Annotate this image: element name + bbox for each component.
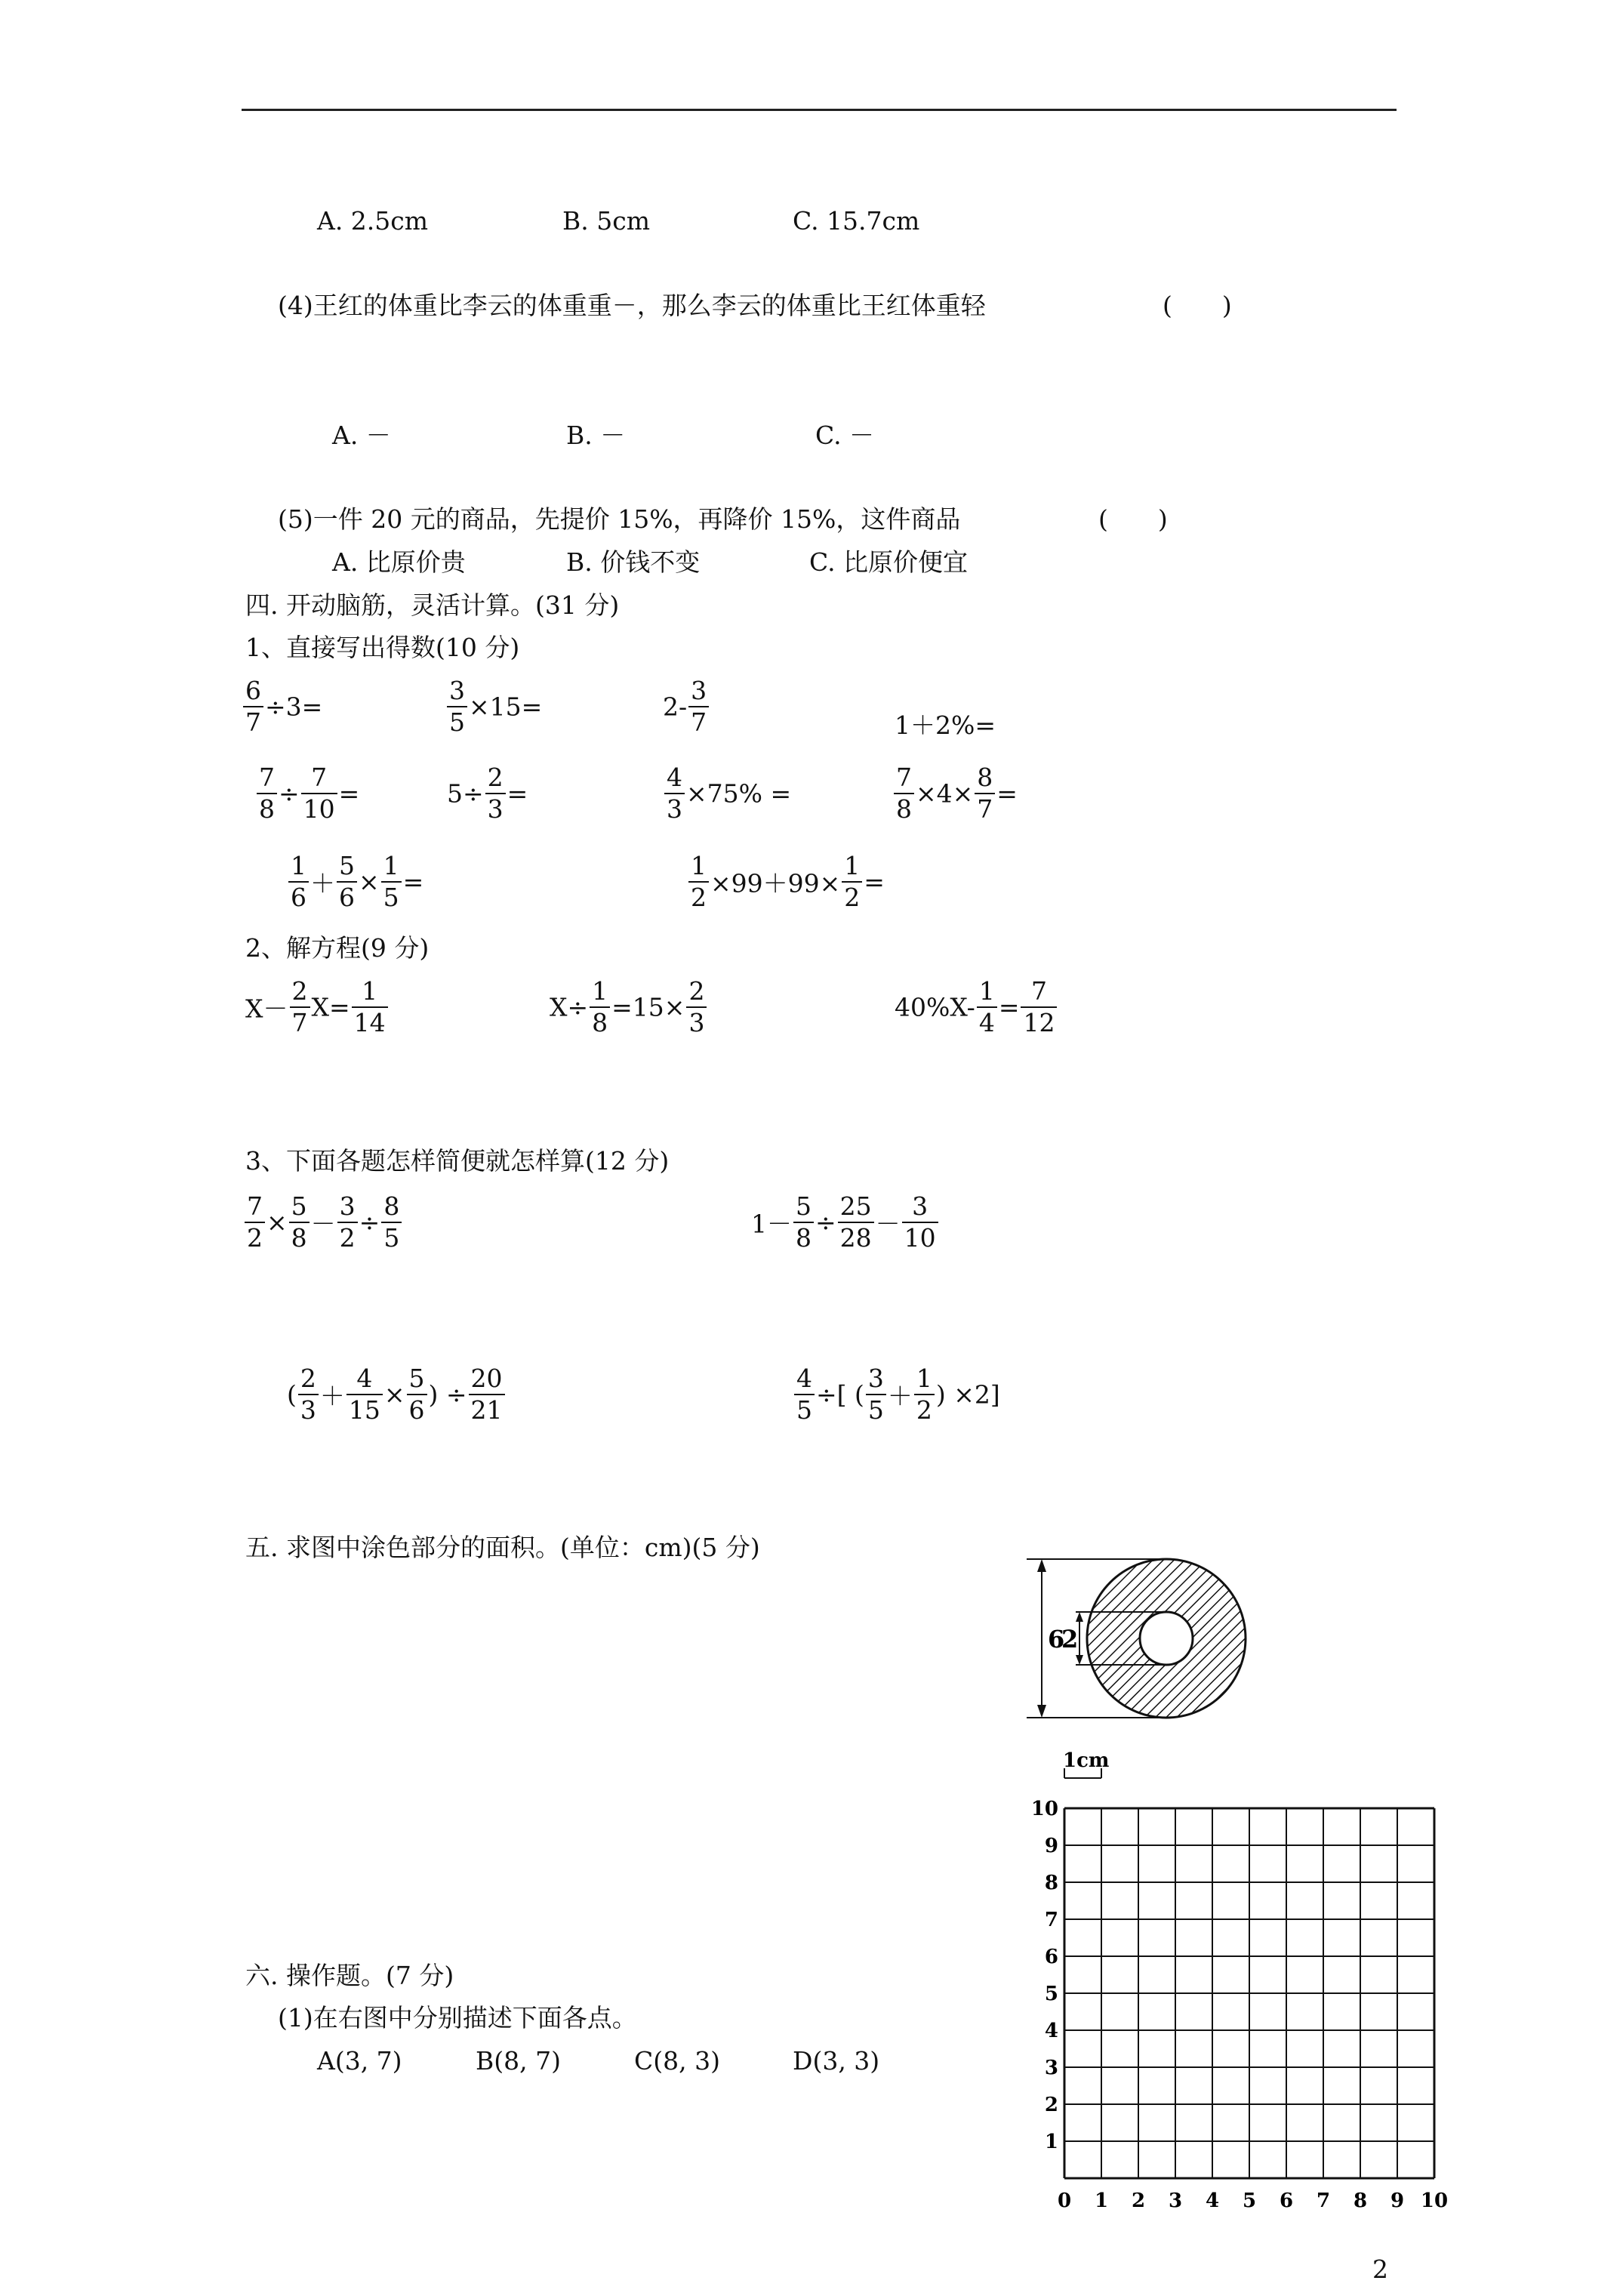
y-tick-label: 4	[1044, 2020, 1058, 2042]
q4-stem: (4)王红的体重比李云的体重重－，那么李云的体重比王红体重轻	[278, 291, 986, 320]
calc-2: $\frac{3}{5}$ ×15=	[445, 676, 542, 738]
y-tick-label: 1	[1044, 2131, 1058, 2153]
calc-9: $\frac{1}{6}$ ＋ $\frac{5}{6}$ × $\frac{1}{5}$ =	[287, 851, 423, 913]
x-tick-label: 8	[1353, 2190, 1368, 2212]
x-tick-label: 4	[1205, 2190, 1220, 2212]
calc-3: 2- $\frac{3}{7}$	[663, 676, 710, 738]
arrow-up-icon	[1037, 1559, 1046, 1572]
q3-option-c: C. 15.7cm	[793, 206, 920, 236]
grid-lines	[1064, 1808, 1434, 2178]
x-tick-label: 7	[1316, 2190, 1331, 2212]
coordinate-grid	[1027, 1752, 1449, 2220]
section-5-title: 五. 求图中涂色部分的面积。(单位：cm)(5 分)	[245, 1533, 760, 1562]
arrow-up-icon	[1076, 1612, 1083, 1622]
q5-option-a: A. 比原价贵	[332, 547, 466, 577]
q6-1-text: (1)在右图中分别描述下面各点。	[278, 2003, 637, 2032]
x-tick-label: 5	[1242, 2190, 1257, 2212]
part-3-title: 3、下面各题怎样简便就怎样算(12 分)	[245, 1146, 670, 1176]
simplify-4: $\frac{4}{5}$ ÷[ ( $\frac{3}{5}$ ＋ $\frac{1}{2}$ ) ×2]	[793, 1364, 1000, 1425]
ring-figure	[1004, 1548, 1268, 1729]
x-tick-label: 1	[1094, 2190, 1109, 2212]
q3-option-b: B. 5cm	[562, 206, 650, 236]
y-tick-label: 6	[1044, 1946, 1058, 1968]
equation-1: X－ $\frac{2}{7}$ X= $\frac{1}{14}$	[245, 976, 390, 1038]
q4-option-b: B. －	[566, 421, 626, 450]
part-2-title: 2、解方程(9 分)	[245, 933, 430, 963]
header-rule	[242, 109, 1397, 111]
simplify-2: 1－ $\frac{5}{8}$ ÷ $\frac{25}{28}$ － $\frac{3}{10}$	[751, 1191, 940, 1253]
point-d: D(3, 3)	[793, 2046, 880, 2076]
section-4-title: 四. 开动脑筋，灵活计算。(31 分)	[245, 590, 620, 620]
x-tick-label: 9	[1390, 2190, 1405, 2212]
point-c: C(8, 3)	[634, 2046, 720, 2076]
y-tick-label: 3	[1044, 2057, 1058, 2079]
page-number: 2	[1372, 2254, 1388, 2284]
arrow-down-icon	[1037, 1705, 1046, 1718]
calc-6: 5÷ $\frac{2}{3}$ =	[447, 763, 528, 824]
x-tick-label: 10	[1420, 2190, 1449, 2212]
y-tick-label: 7	[1044, 1909, 1058, 1931]
x-tick-label: 6	[1279, 2190, 1294, 2212]
q4-option-a: A. －	[332, 421, 391, 450]
y-tick-label: 8	[1044, 1872, 1058, 1894]
y-tick-label: 2	[1044, 2094, 1058, 2116]
y-tick-label: 5	[1044, 1983, 1058, 2005]
calc-10: $\frac{1}{2}$ ×99＋99× $\frac{1}{2}$ =	[687, 851, 885, 913]
unit-label: 1cm	[1063, 1752, 1110, 1772]
arrow-down-icon	[1076, 1655, 1083, 1665]
y-tick-label: 9	[1044, 1835, 1058, 1857]
q4-option-c: C. －	[815, 421, 875, 450]
q5-stem: (5)一件 20 元的商品，先提价 15%，再降价 15%，这件商品	[278, 504, 961, 534]
simplify-1: $\frac{7}{2}$ × $\frac{5}{8}$ － $\frac{3}{2}$ ÷ $\frac{8}{5}$	[243, 1191, 403, 1253]
grid-tick-labels	[1031, 1798, 1448, 2212]
part-1-title: 1、直接写出得数(10 分)	[245, 633, 520, 662]
section-6-title: 六. 操作题。(7 分)	[245, 1961, 454, 1990]
x-tick-label: 2	[1131, 2190, 1146, 2212]
q5-option-c: C. 比原价便宜	[809, 547, 969, 577]
calc-1: $\frac{6}{7}$ ÷3=	[242, 676, 322, 738]
x-tick-label: 3	[1168, 2190, 1183, 2212]
point-b: B(8, 7)	[476, 2046, 561, 2076]
calc-5: $\frac{7}{8}$ ÷ $\frac{7}{10}$ =	[255, 763, 359, 824]
equation-3: 40%X- $\frac{1}{4}$ = $\frac{7}{12}$	[895, 976, 1058, 1038]
q5-option-b: B. 价钱不变	[566, 547, 701, 577]
simplify-3: ( $\frac{2}{3}$ ＋ $\frac{4}{15}$ × $\frac{5}{6}$ ) ÷ $\frac{20}{21}$	[287, 1364, 507, 1425]
y-tick-label: 10	[1030, 1798, 1058, 1820]
q5-answer-paren: ( )	[1098, 504, 1168, 534]
point-a: A(3, 7)	[317, 2046, 402, 2076]
shaded-ring	[1087, 1559, 1246, 1718]
q3-option-a: A. 2.5cm	[317, 206, 429, 236]
equation-2: X÷ $\frac{1}{8}$ =15× $\frac{2}{3}$	[550, 976, 708, 1038]
calc-7: $\frac{4}{3}$ ×75% =	[663, 763, 791, 824]
outer-diameter-label: 6	[1048, 1625, 1065, 1653]
q4-answer-paren: ( )	[1163, 291, 1232, 320]
calc-8: $\frac{7}{8}$ ×4× $\frac{8}{7}$ =	[892, 763, 1018, 824]
x-tick-label: 0	[1057, 2190, 1072, 2212]
inner-diameter-label: 2	[1061, 1625, 1079, 1653]
calc-4: 1＋2%=	[895, 710, 996, 740]
